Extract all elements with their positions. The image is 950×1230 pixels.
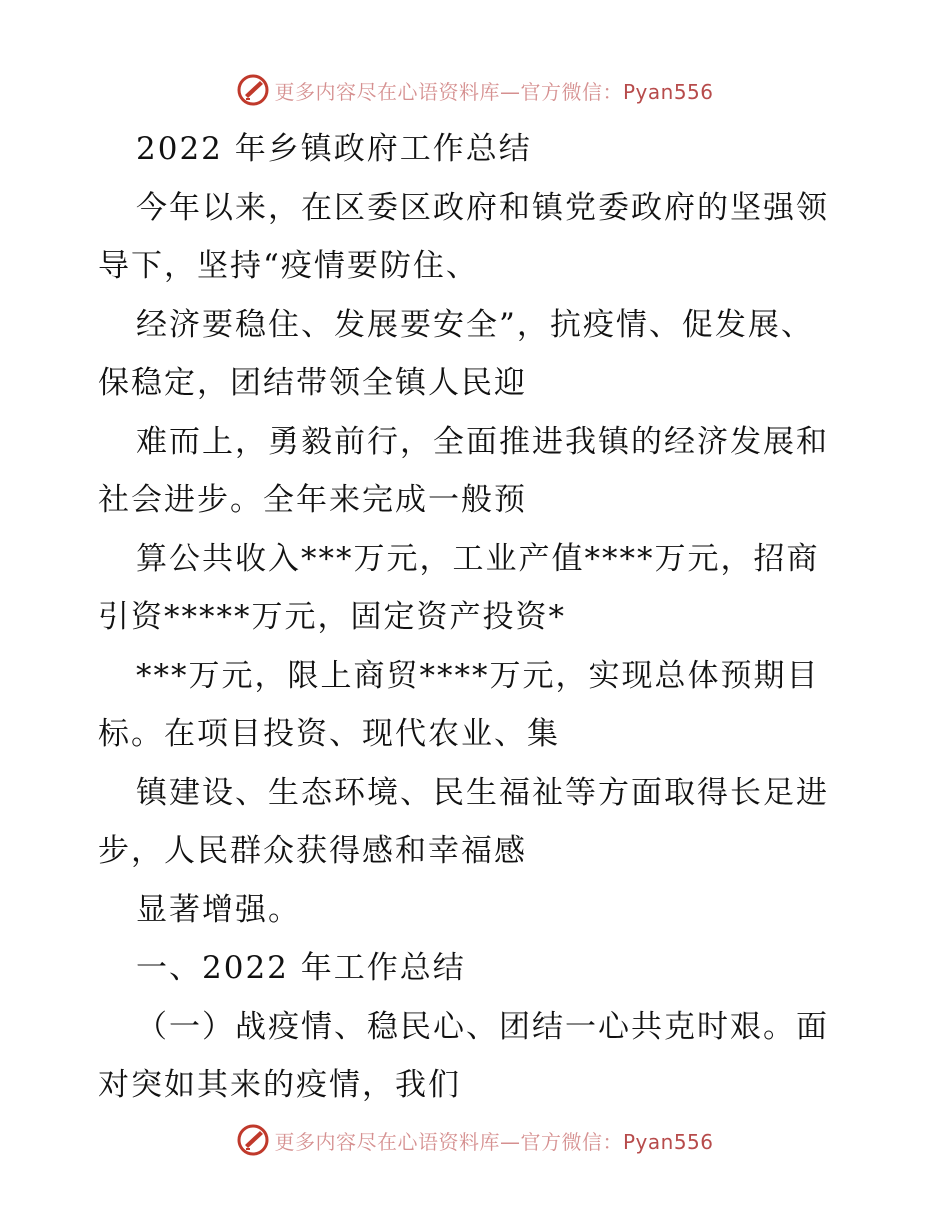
text-line: 引资*****万元，固定资产投资* bbox=[98, 599, 566, 635]
text-line: 对突如其来的疫情，我们 bbox=[98, 1067, 461, 1103]
watermark-text: 更多内容尽在心语资料库—官方微信： bbox=[274, 1129, 623, 1154]
text-line: 标。在项目投资、现代农业、集 bbox=[98, 716, 560, 752]
watermark-text: 更多内容尽在心语资料库—官方微信： bbox=[274, 79, 623, 104]
text-line: 今年以来，在区委区政府和镇党委政府的坚强领 bbox=[136, 189, 829, 226]
header-watermark bbox=[0, 70, 950, 110]
text-line: 算公共收入***万元，工业产值****万元，招商 bbox=[136, 540, 820, 577]
text-line: ***万元，限上商贸****万元，实现总体预期目 bbox=[136, 657, 820, 694]
text-line: 社会进步。全年来完成一般预 bbox=[98, 482, 527, 518]
text-line: 步，人民群众获得感和幸福感 bbox=[98, 833, 527, 869]
text-line: 难而上，勇毅前行，全面推进我镇的经济发展和 bbox=[136, 423, 829, 460]
document-body bbox=[98, 120, 858, 1115]
logo-icon bbox=[236, 1123, 270, 1157]
text-line: 经济要稳住、发展要安全”，抗疫情、促发展、 bbox=[136, 306, 814, 343]
text-line: （一）战疫情、稳民心、团结一心共克时艰。面 bbox=[136, 1008, 829, 1045]
text-line: 导下，坚持“疫情要防住、 bbox=[98, 248, 479, 284]
text-line: 镇建设、生态环境、民生福祉等方面取得长足进 bbox=[136, 774, 829, 811]
footer-watermark bbox=[0, 1120, 950, 1160]
text-line: 保稳定，团结带领全镇人民迎 bbox=[98, 365, 527, 401]
text-line: 2022 年乡镇政府工作总结 bbox=[136, 131, 532, 167]
watermark-id: Pyan556 bbox=[622, 1129, 714, 1154]
text-line: 显著增强。 bbox=[136, 891, 301, 928]
text-line: 一、2022 年工作总结 bbox=[136, 950, 466, 986]
logo-icon bbox=[236, 73, 270, 107]
watermark-id: Pyan556 bbox=[622, 79, 714, 104]
